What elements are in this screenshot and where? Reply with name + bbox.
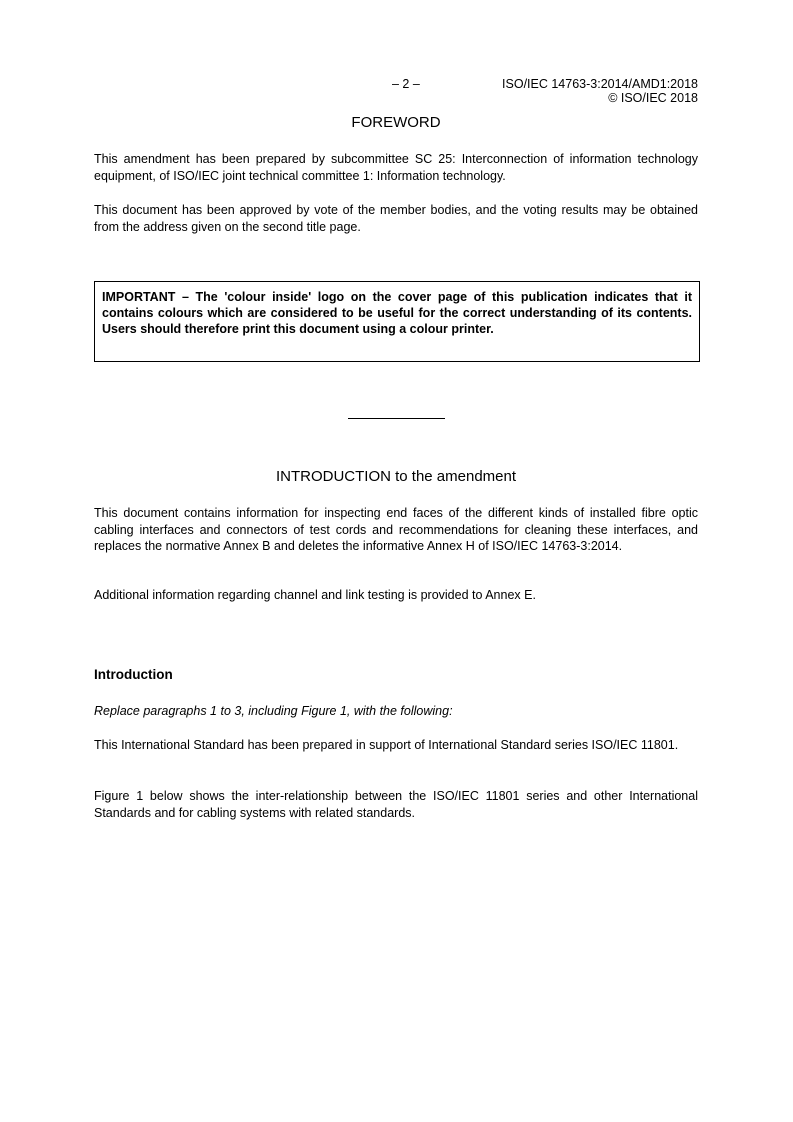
page-number: – 2 –: [392, 77, 420, 91]
section-divider: [348, 418, 445, 419]
document-reference: ISO/IEC 14763-3:2014/AMD1:2018: [502, 77, 698, 91]
foreword-paragraph: This amendment has been prepared by subcommittee SC 25: Interconnection of information technology equipment, of ISO/IEC joint technical committee 1: Information technology.: [94, 152, 698, 183]
introduction-heading: Introduction: [94, 667, 173, 682]
introduction-paragraph: Figure 1 below shows the inter-relationship between the ISO/IEC 11801 series and other International Standards and for cabling systems with related standards.: [94, 789, 698, 820]
foreword-paragraph: This document has been approved by vote of the member bodies, and the voting results may be obtained from the address given on the second title page.: [94, 203, 698, 234]
introduction-amendment-paragraph: Additional information regarding channel and link testing is provided to Annex E.: [94, 588, 536, 602]
important-notice-box: [94, 281, 700, 362]
introduction-amendment-title: INTRODUCTION to the amendment: [275, 468, 517, 485]
introduction-amendment-paragraph: This document contains information for inspecting end faces of the different kinds of installed fibre optic cabling interfaces and connectors of test cords and recommendations for cleaning these interfaces, and replaces the normative Annex B and deletes the informative Annex H of ISO/IEC 14763-3:2014.: [94, 506, 698, 553]
foreword-title: FOREWORD: [351, 114, 441, 131]
introduction-instruction: Replace paragraphs 1 to 3, including Figure 1, with the following:: [94, 704, 453, 718]
important-notice-text: IMPORTANT – The 'colour inside' logo on the cover page of this publication indicates that it contains colours which are considered to be useful for the correct understanding of its contents. Users should therefore print this document using a colour printer.: [102, 290, 692, 336]
introduction-paragraph: This International Standard has been prepared in support of International Standard series ISO/IEC 11801.: [94, 738, 679, 752]
page-header: [94, 77, 698, 107]
copyright-notice: © ISO/IEC 2018: [608, 91, 698, 105]
